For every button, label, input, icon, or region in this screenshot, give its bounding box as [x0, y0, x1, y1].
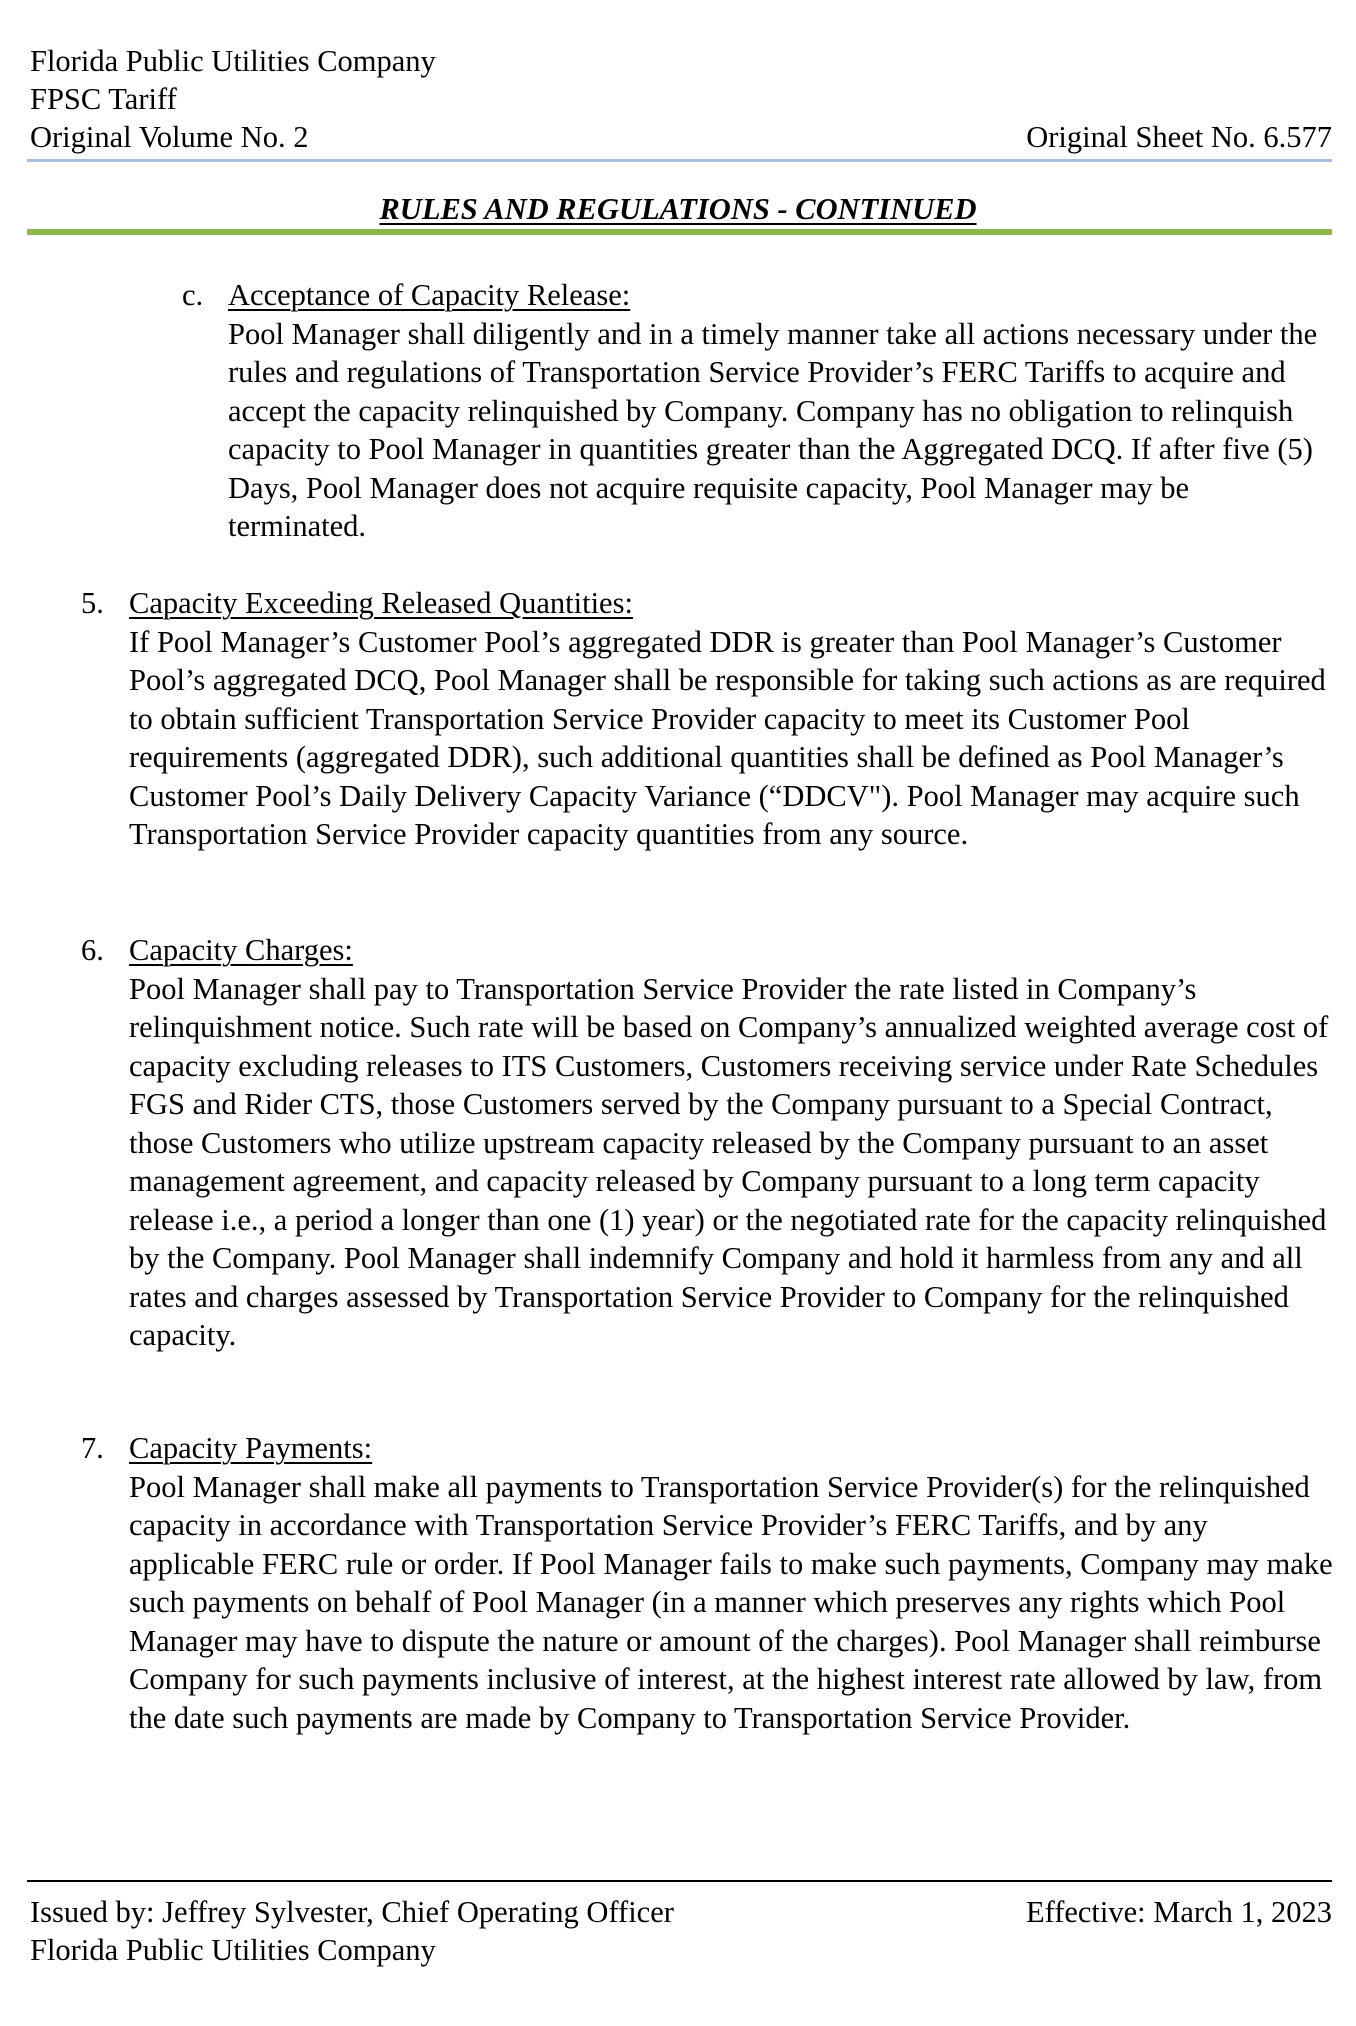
item-acceptance-of-capacity-release: [182, 276, 1333, 546]
section-title: RULES AND REGULATIONS - CONTINUED: [379, 192, 977, 226]
title-divider: [27, 229, 1332, 235]
header-volume: Original Volume No. 2: [30, 120, 309, 154]
footer-divider: [27, 1880, 1332, 1882]
item-body: Pool Manager shall make all payments to Transportation Service Provider(s) for the relinquished capacity in accordance with Transportation Service Provider’s FERC Tariffs, and by any applicable FERC rule or order. If Pool Manager fails to make such payments, Company may make such payments on behalf of Pool Manager (in a manner which preserves any rights which Pool Manager may have to dispute the nature or amount of the charges). Pool Manager shall reimburse Company for such payments inclusive of interest, at the highest interest rate allowed by law, from the date such payments are made by Company to Transportation Service Provider.: [129, 1469, 1333, 1735]
item-body: If Pool Manager’s Customer Pool’s aggregated DDR is greater than Pool Manager’s Customer Pool’s aggregated DCQ, Pool Manager shall be responsible for taking such actions as are required to obtain sufficient Transportation Service Provider capacity to meet its Customer Pool requirements (aggregated DDR), such additional quantities shall be defined as Pool Manager’s Customer Pool’s Daily Delivery Capacity Variance (“DDCV"). Pool Manager may acquire such Transportation Service Provider capacity quantities from any source.: [129, 624, 1326, 851]
item-capacity-payments: [81, 1429, 1333, 1737]
item-marker: 5.: [81, 586, 104, 620]
item-heading: Capacity Payments:: [129, 1431, 373, 1465]
item-body: Pool Manager shall diligently and in a timely manner take all actions necessary under the rules and regulations of Transportation Service Provider’s FERC Tariffs to acquire and accept the capacity relinquished by Company. Company has no obligation to relinquish capacity to Pool Manager in quantities greater than the Aggregated DCQ. If after five (5) Days, Pool Manager does not acquire requisite capacity, Pool Manager may be terminated.: [228, 316, 1318, 543]
footer-issued-by: Issued by: Jeffrey Sylvester, Chief Operating Officer: [30, 1895, 674, 1929]
item-marker: 7.: [81, 1431, 104, 1465]
header-tariff: FPSC Tariff: [30, 82, 177, 116]
item-heading: Capacity Charges:: [129, 933, 353, 967]
item-marker: c.: [182, 278, 204, 312]
header-sheet-number: Original Sheet No. 6.577: [1026, 120, 1332, 154]
header-company: Florida Public Utilities Company: [30, 44, 436, 78]
footer-effective-date: Effective: March 1, 2023: [1025, 1895, 1332, 1929]
item-capacity-charges: [81, 931, 1333, 1355]
header-volume-row: [30, 118, 1332, 156]
footer-issued-row: [30, 1893, 1332, 1931]
footer-company: Florida Public Utilities Company: [30, 1933, 436, 1967]
sheet-header: [30, 42, 1332, 156]
item-body: Pool Manager shall pay to Transportation Service Provider the rate listed in Company’s relinquishment notice. Such rate will be based on Company’s annualized weighted average cost of capacity excluding releases to ITS Customers, Customers receiving service under Rate Schedules FGS and Rider CTS, those Customers served by the Company pursuant to a Special Contract, those Customers who utilize upstream capacity released by the Company pursuant to an asset management agreement, and capacity released by Company pursuant to a long term capacity release i.e., a period a longer than one (1) year) or the negotiated rate for the capacity relinquished by the Company. Pool Manager shall indemnify Company and hold it harmless from any and all rates and charges assessed by Transportation Service Provider to Company for the relinquished capacity.: [129, 971, 1329, 1352]
item-heading: Capacity Exceeding Released Quantities:: [129, 586, 633, 620]
item-heading: Acceptance of Capacity Release:: [228, 278, 631, 312]
item-capacity-exceeding-released-quantities: [81, 584, 1333, 854]
sheet-footer: [30, 1893, 1332, 1969]
header-divider: [27, 159, 1332, 162]
item-marker: 6.: [81, 933, 104, 967]
